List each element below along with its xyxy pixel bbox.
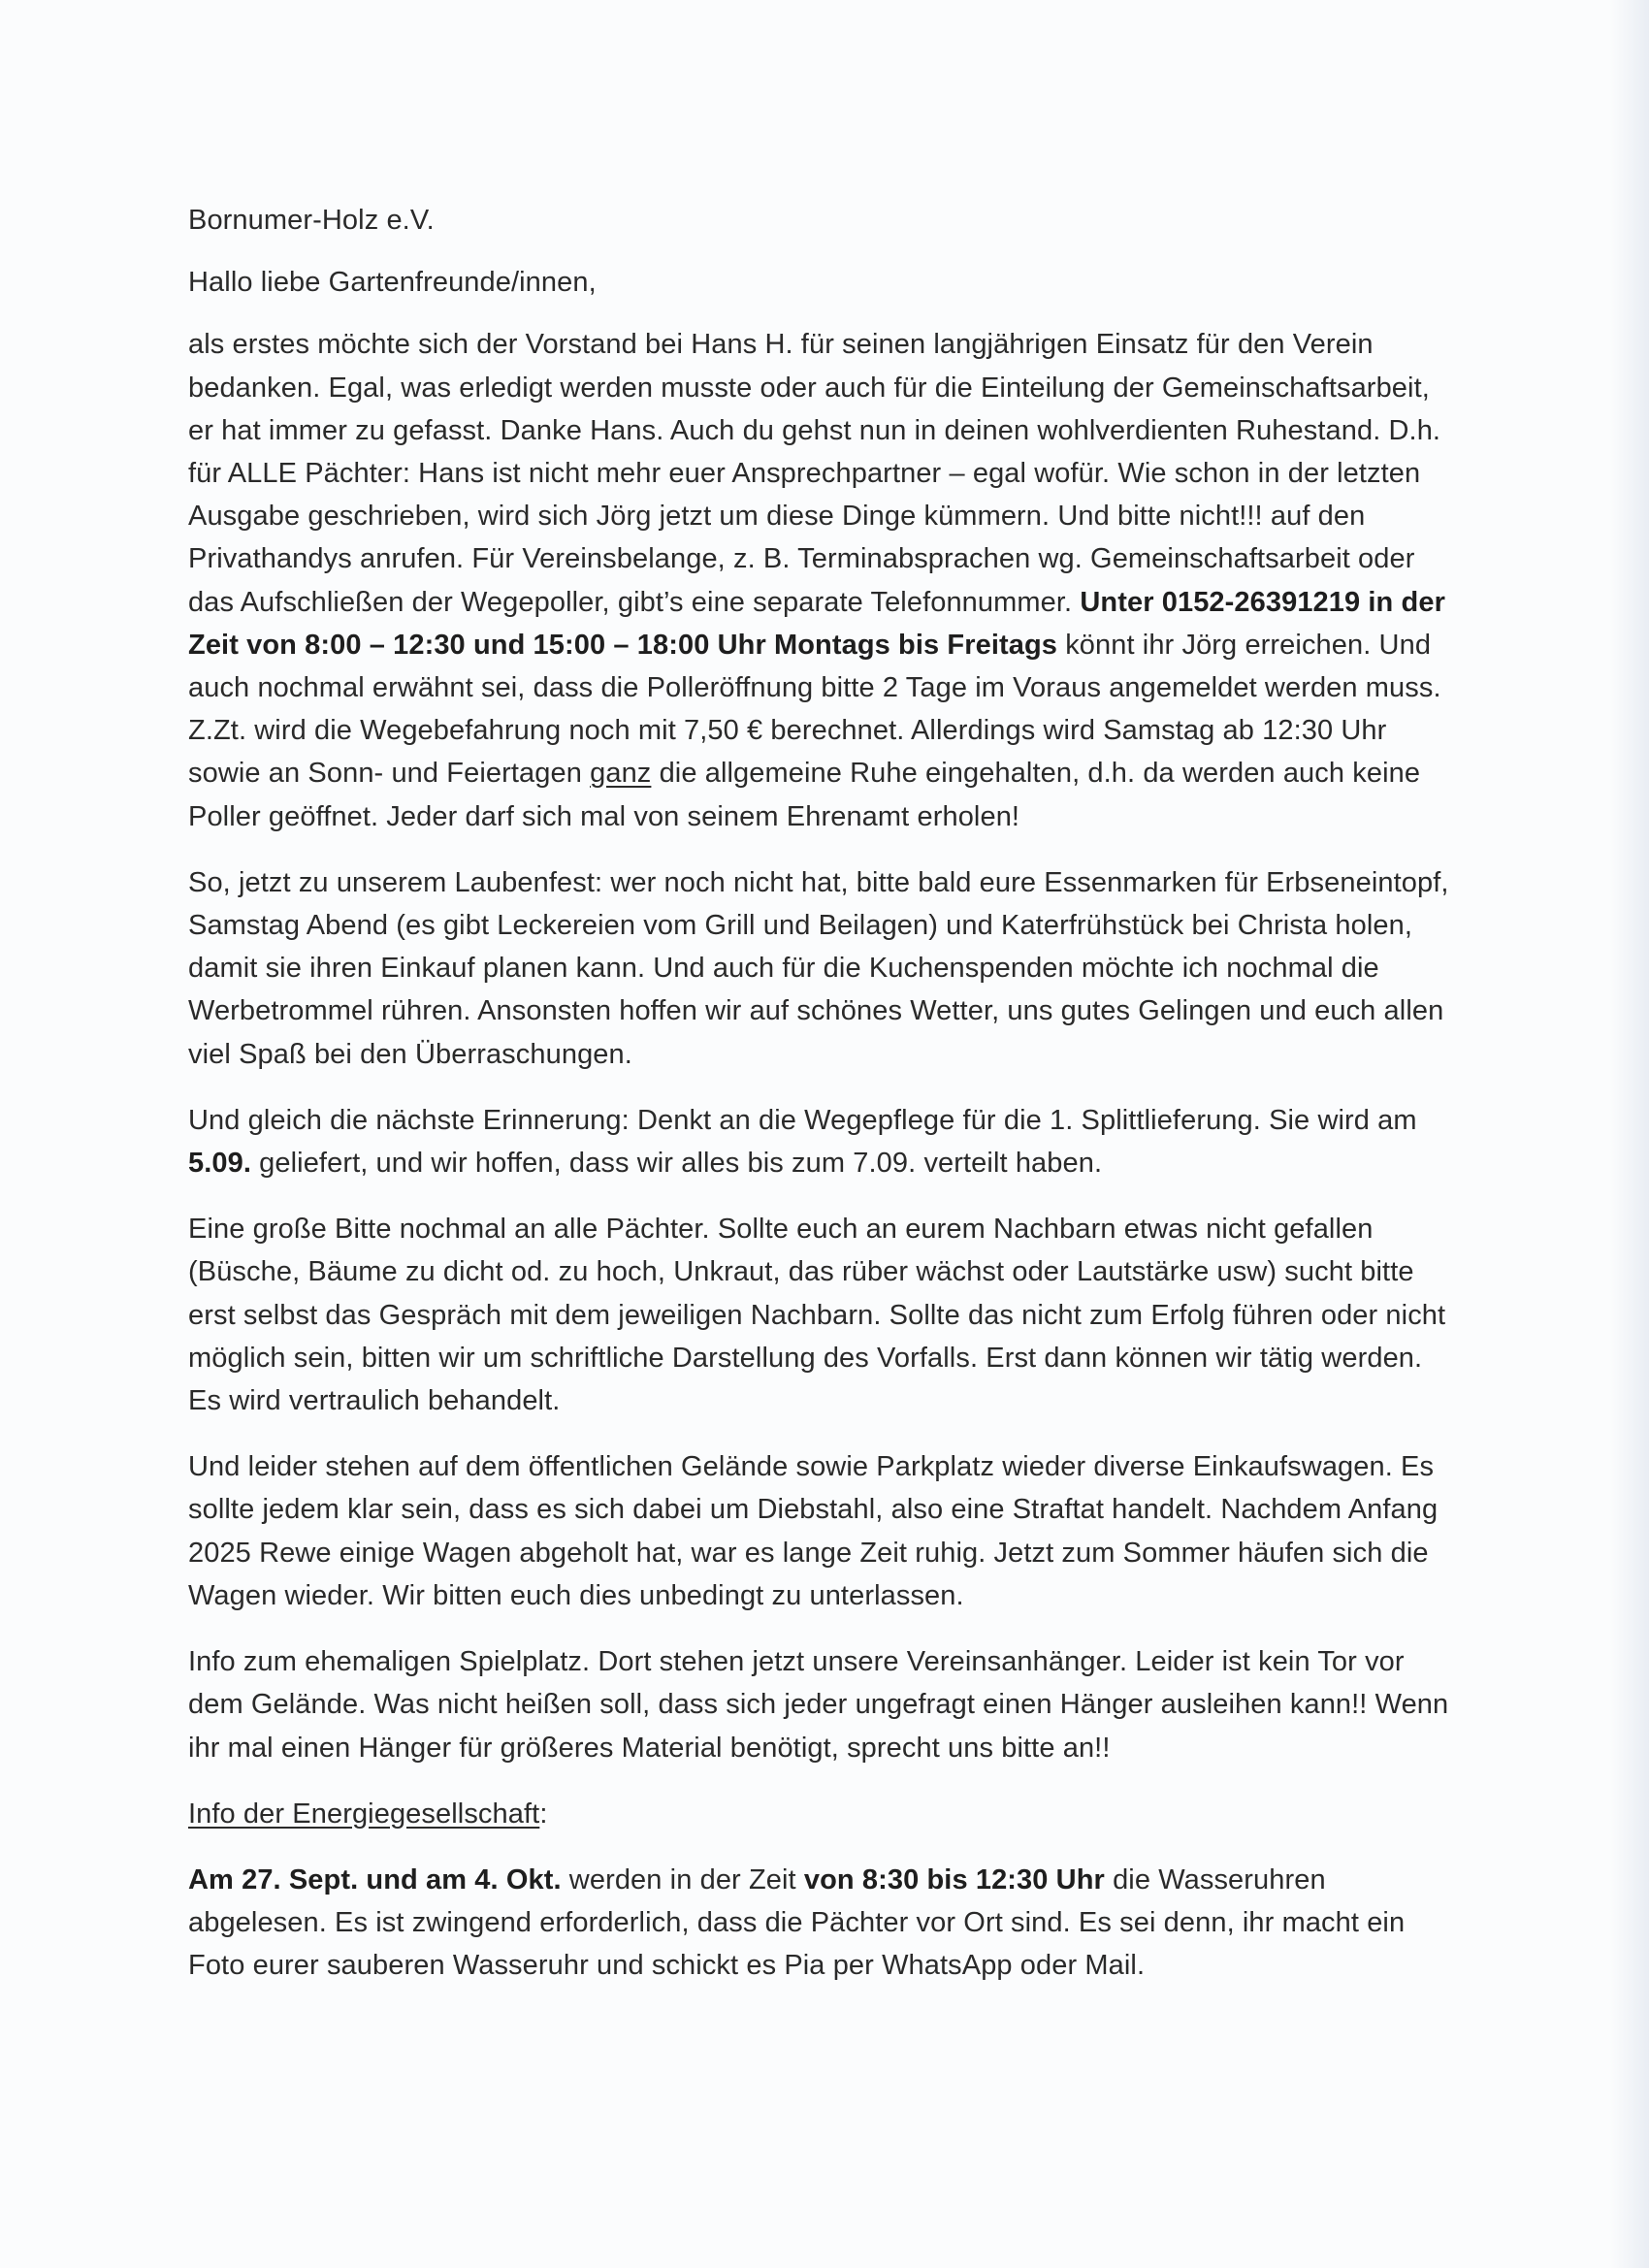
energy-heading-colon: : bbox=[539, 1798, 548, 1830]
paragraph-playground: Info zum ehemaligen Spielplatz. Dort stehen jetzt unsere Vereinsanhänger. Leider ist kein Tor vor dem Gelände. Was nicht heißen soll, dass sich jeder ungefragt einen Hänger ausleihen kann!! Wenn ihr mal einen Hänger für größeres Material benötigt, sprecht uns bitte an!! bbox=[188, 1646, 1449, 1764]
paragraph-text: werden in der Zeit bbox=[561, 1863, 804, 1895]
reading-dates-bold: Am 27. Sept. und am 4. Okt. bbox=[188, 1863, 562, 1895]
paragraph-neighbors: Eine große Bitte nochmal an alle Pächter. Sollte euch an eurem Nachbarn etwas nicht gefallen (Büsche, Bäume zu dicht od. zu hoch, Unkraut, das rüber wächst oder Lautstärke usw) sucht bitte erst selbst das Gespräch mit dem jeweiligen Nachbarn. Sollte das nicht zum Erfolg führen oder nicht möglich sein, bitten wir um schriftliche Darstellung des Vorfalls. Erst dann können wir tätig werden. Es wird vertraulich behandelt. bbox=[188, 1214, 1446, 1417]
paragraph-text: geliefert, und wir hoffen, dass wir alles bis zum 7.09. verteilt haben. bbox=[251, 1148, 1103, 1180]
reading-time-bold: von 8:30 bis 12:30 Uhr bbox=[803, 1863, 1105, 1895]
paragraph-text: die Wasseruhren abgelesen. Es ist zwingend erforderlich, dass die Pächter vor Ort sind. Es sei denn, ihr macht ein Foto eurer sauberen Wasseruhr und schickt es Pia per WhatsApp oder Mail. bbox=[188, 1863, 1406, 1982]
paragraph-board-thanks bbox=[188, 323, 1449, 837]
paragraph-splitt-delivery bbox=[188, 1099, 1449, 1184]
underlined-word: ganz bbox=[590, 758, 652, 790]
paragraph-water-meter bbox=[188, 1859, 1449, 1988]
greeting: Hallo liebe Gartenfreunde/innen, bbox=[188, 267, 597, 299]
paragraph-text: könnt ihr Jörg erreichen. Und auch nochmal erwähnt sei, dass die Polleröffnung bitte 2 Tage im Voraus angemeldet werden muss. Z.Zt. wird die Wegebefahrung noch mit 7,50 € berechnet. Allerdings wird Samstag ab 12:30 Uhr sowie an Sonn- und Feiertagen bbox=[188, 629, 1441, 790]
paragraph-shopping-carts: Und leider stehen auf dem öffentlichen Gelände sowie Parkplatz wieder diverse Einkaufswagen. Es sollte jedem klar sein, dass es sich dabei um Diebstahl, also eine Straftat handelt. Nachdem Anfang 2025 Rewe einige Wagen abgeholt hat, war es lange Zeit ruhig. Jetzt zum Sommer häufen sich die Wagen wieder. Wir bitten euch dies unbedingt zu unterlassen. bbox=[188, 1451, 1439, 1611]
letter-body bbox=[188, 199, 1449, 2011]
phone-hours-bold: Unter 0152-26391219 in der Zeit von 8:00 – 12:30 und 15:00 – 18:00 Uhr Montags bis Freitags bbox=[188, 586, 1445, 661]
organization-name: Bornumer-Holz e.V. bbox=[188, 205, 435, 236]
energy-heading-text: Info der Energiegesellschaft bbox=[188, 1798, 540, 1830]
delivery-date-bold: 5.09. bbox=[188, 1148, 251, 1180]
energy-heading bbox=[188, 1793, 1449, 1835]
paragraph-laubenfest: So, jetzt zu unserem Laubenfest: wer noch nicht hat, bitte bald eure Essenmarken für Erbseneintopf, Samstag Abend (es gibt Leckereien vom Grill und Beilagen) und Katerfrühstück bei Christa holen, damit sie ihren Einkauf planen kann. Und auch für die Kuchenspenden möchte ich nochmal die Werbetrommel rühren. Ansonsten hoffen wir auf schönes Wetter, uns gutes Gelingen und euch allen viel Spaß bei den Überraschungen. bbox=[188, 866, 1449, 1070]
scan-edge bbox=[1610, 0, 1649, 2268]
paragraph-text: die allgemeine Ruhe eingehalten, d.h. da werden auch keine Poller geöffnet. Jeder darf sich mal von seinem Ehrenamt erholen! bbox=[188, 758, 1421, 832]
paragraph-text: Und gleich die nächste Erinnerung: Denkt an die Wegepflege für die 1. Splittlieferung. Sie wird am bbox=[188, 1104, 1417, 1136]
paragraph-text: als erstes möchte sich der Vorstand bei Hans H. für seinen langjährigen Einsatz für den Verein bedanken. Egal, was erledigt werden musste oder auch für die Einteilung der Gemeinschaftsarbeit, er hat immer zu gefasst. Danke Hans. Auch du gehst nun in deinen wohlverdienten Ruhestand. D.h. für ALLE Pächter: Hans ist nicht mehr euer Ansprechpartner – egal wofür. Wie schon in der letzten Ausgabe geschrieben, wird sich Jörg jetzt um diese Dinge kümmern. Und bitte nicht!!! auf den Privathandys anrufen. Für Vereinsbelange, z. B. Terminabsprachen wg. Gemeinschaftsarbeit oder das Aufschließen der Wegepoller, gibt’s eine separate Telefonnummer. bbox=[188, 329, 1441, 618]
